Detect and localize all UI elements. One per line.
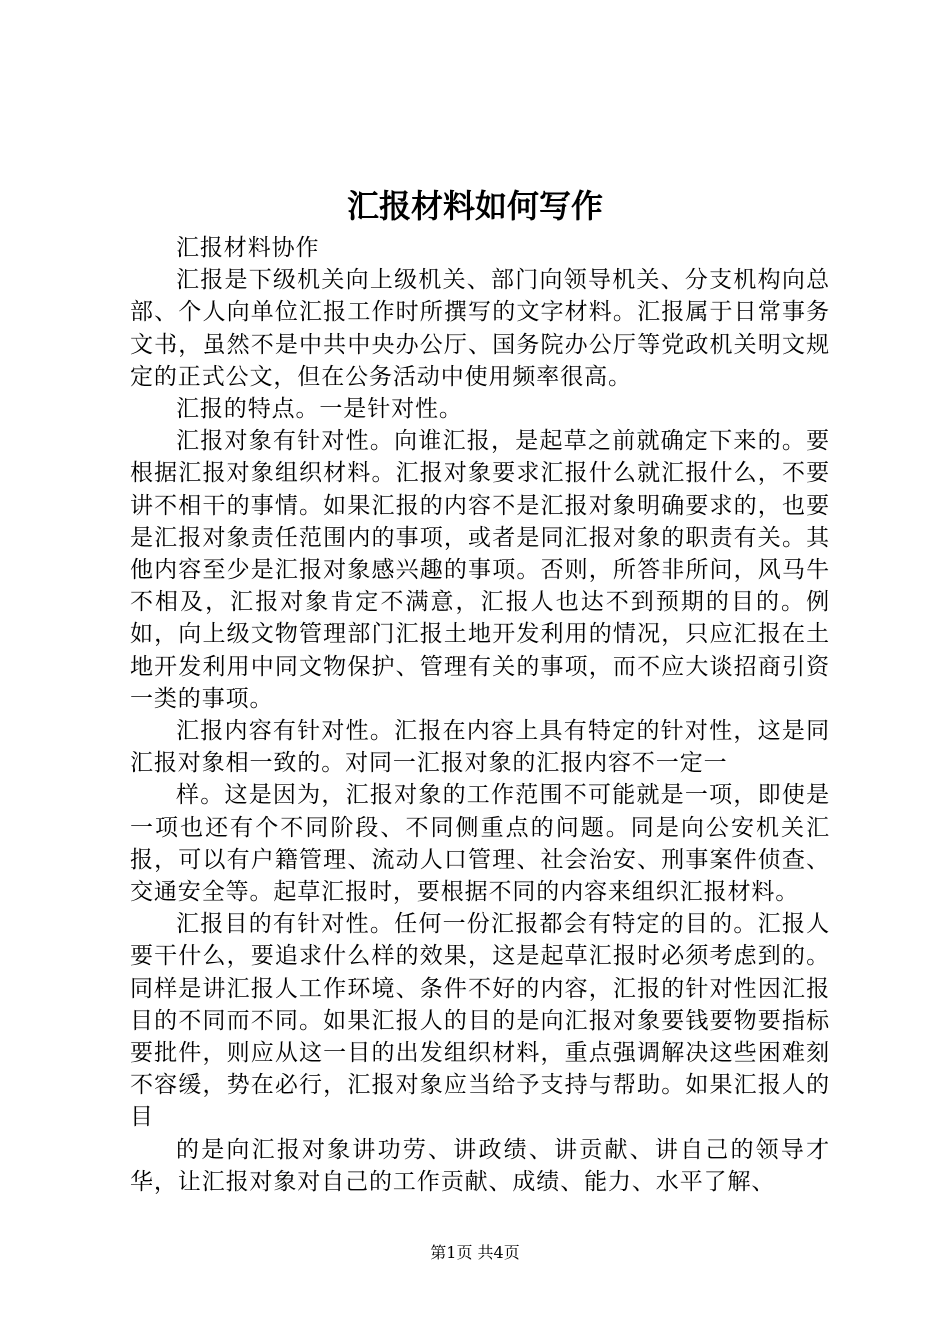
document-title: 汇报材料如何写作 <box>346 187 603 225</box>
paragraph-purpose-continued: 的是向汇报对象讲功劳、讲政绩、讲贡献、讲自己的领导才华，让汇报对象对自己的工作贡献、成绩、能力、水平了解、 <box>130 1136 830 1195</box>
paragraph-subtitle: 汇报材料协作 <box>176 235 320 261</box>
paragraph-content-continued: 样。这是因为，汇报对象的工作范围不可能就是一项，即使是一项也还有个不同阶段、不同侧重点的问题。同是向公安机关汇报，可以有户籍管理、流动人口管理、社会治安、刑事案件侦查、交通安全等。起草汇报时，要根据不同的内容来组织汇报材料。 <box>130 782 830 906</box>
paragraph-purpose: 汇报目的有针对性。任何一份汇报都会有特定的目的。汇报人要干什么，要追求什么样的效果，这是起草汇报时必须考虑到的。同样是讲汇报人工作环境、条件不好的内容，汇报的针对性因汇报目的不同而不同。如果汇报人的目的是向汇报对象要钱要物要指标要批件，则应从这一目的出发组织材料，重点强调解决这些困难刻不容缓，势在必行，汇报对象应当给予支持与帮助。如果汇报人的目 <box>130 911 830 1131</box>
paragraph-definition: 汇报是下级机关向上级机关、部门向领导机关、分支机构向总部、个人向单位汇报工作时所撰写的文字材料。汇报属于日常事务文书，虽然不是中共中央办公厅、国务院办公厅等党政机关明文规定的正式公文，但在公务活动中使用频率很高。 <box>130 267 830 390</box>
paragraph-target: 汇报对象有针对性。向谁汇报，是起草之前就确定下来的。要根据汇报对象组织材料。汇报对象要求汇报什么就汇报什么，不要讲不相干的事情。如果汇报的内容不是汇报对象明确要求的，也要是汇报对象责任范围内的事项，或者是同汇报对象的职责有关。其他内容至少是汇报对象感兴趣的事项。否则，所答非所问，风马牛不相及，汇报对象肯定不满意，汇报人也达不到预期的目的。例如，向上级文物管理部门汇报土地开发利用的情况，只应汇报在土地开发利用中同文物保护、管理有关的事项，而不应大谈招商引资一类的事项。 <box>130 428 830 712</box>
paragraph-content: 汇报内容有针对性。汇报在内容上具有特定的针对性，这是同汇报对象相一致的。对同一汇报对象的汇报内容不一定一 <box>130 718 830 777</box>
document-body <box>130 232 830 1198</box>
page-footer: 第1页 共4页 <box>430 1243 520 1262</box>
paragraph-features: 汇报的特点。一是针对性。 <box>176 396 463 423</box>
